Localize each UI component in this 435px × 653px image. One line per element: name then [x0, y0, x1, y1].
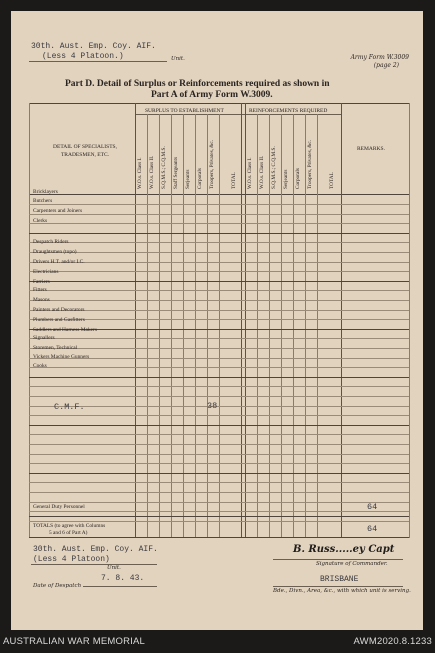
row-rule: [29, 386, 409, 387]
row-rule: [29, 252, 409, 253]
row-rule: [29, 444, 409, 445]
row-masons: Masons: [33, 297, 50, 303]
row-rule: [29, 204, 409, 205]
row-rule: [29, 396, 409, 397]
column-rule: [171, 114, 172, 538]
form-title-line-1: Part D. Detail of Surplus or Reinforcements required as shown in: [65, 79, 330, 89]
footer-unit-line-2: (Less 4 Platoon): [33, 555, 110, 564]
reinforcements-header: REINFORCEMENTS REQUIRED: [249, 108, 328, 114]
unit-underline: [29, 61, 167, 62]
column-rule: [257, 114, 258, 538]
row-signallers: Signallers: [33, 335, 55, 341]
unit-label: Unit.: [171, 56, 185, 62]
gdp-remarks-total: 64: [367, 502, 378, 512]
row-rule: [29, 454, 409, 455]
row-rule: [29, 310, 409, 311]
row-rule: [29, 262, 409, 263]
row-rule: [29, 502, 409, 503]
reinf-col-5: Corporals: [295, 168, 301, 189]
gdp-label: General Duty Personnel: [33, 504, 85, 510]
unit-line-2: (Less 4 Platoon.): [42, 52, 124, 61]
row-bricklayers: Bricklayers: [33, 189, 58, 195]
surplus-col-6: Corporals: [197, 168, 203, 189]
row-rule: [29, 415, 409, 416]
column-rule: [195, 114, 196, 538]
reinf-col-7: TOTAL: [329, 172, 335, 189]
totals-label: TOTALS (to agree with Columns: [33, 523, 106, 529]
row-butchers: Butchers: [33, 198, 53, 204]
row-cooks: Cooks: [33, 363, 47, 369]
row-storemen: Storemen, Technical: [33, 345, 78, 351]
place-underline: [273, 586, 403, 587]
footer-unit-label: Unit.: [107, 565, 121, 571]
row-rule: [29, 406, 409, 407]
credit-right: AWM2020.8.1233: [353, 636, 432, 647]
cmf-label: C.M.F.: [54, 402, 85, 412]
section-rule: [29, 377, 409, 378]
date-value: 7. 8. 43.: [101, 574, 145, 583]
form-page: [11, 11, 423, 630]
surplus-col-8: TOTAL: [231, 172, 237, 189]
reinf-col-3: S.Q.M.S.; C.Q.M.S.: [271, 146, 277, 189]
row-rule: [29, 367, 409, 368]
date-underline: [83, 586, 157, 587]
row-rule: [29, 492, 409, 493]
column-rule: [269, 114, 270, 538]
row-rule: [29, 271, 409, 272]
date-label: Date of Despatch: [33, 583, 82, 589]
footer-unit-underline: [31, 564, 157, 565]
row-rule: [29, 214, 409, 215]
credit-left: AUSTRALIAN WAR MEMORIAL: [3, 636, 146, 647]
signature-label: Signature of Commander.: [316, 561, 388, 567]
unit-line-1: 30th. Aust. Emp. Coy. AIF.: [31, 42, 156, 51]
remarks-header: REMARKS.: [357, 146, 385, 152]
form-page: (page 2): [373, 62, 399, 69]
row-rule: [29, 348, 409, 349]
column-rule: [281, 114, 282, 538]
row-rule: [29, 338, 409, 339]
section-rule: [29, 537, 409, 538]
reinf-col-2: W.O.s. Class II.: [259, 155, 265, 189]
reinf-col-1: W.O.s. Class I.: [247, 157, 253, 189]
row-rule: [29, 482, 409, 483]
signature-underline: [273, 559, 403, 560]
row-despatch-riders: Despatch Riders: [33, 239, 69, 245]
footer-unit-line-1: 30th. Aust. Emp. Coy. AIF.: [33, 545, 158, 554]
section-rule: [29, 516, 409, 517]
column-rule: [159, 114, 160, 538]
form-title-line-2: Part A of Army Form W.3009.: [151, 90, 273, 100]
column-rule: [219, 114, 220, 538]
row-rule: [29, 511, 409, 512]
group-header-rule: [135, 114, 341, 115]
table-top-border: [29, 103, 409, 104]
totals-label-2: 5 and 6 of Part A): [49, 530, 88, 536]
section-rule: [29, 425, 409, 426]
section-rule: [29, 233, 409, 234]
detail-header: DETAIL OF SPECIALISTS, TRADESMEN, ETC.: [53, 144, 117, 158]
row-rule: [29, 290, 409, 291]
column-rule: [183, 114, 184, 538]
row-rule: [29, 300, 409, 301]
section-rule: [29, 281, 409, 282]
row-rule: [29, 521, 409, 522]
row-fitters: Fitters: [33, 287, 47, 293]
row-clerks: Clerks: [33, 218, 48, 224]
column-rule: [293, 114, 294, 538]
column-rule: [305, 114, 306, 538]
row-farriers: Farriers: [33, 279, 50, 285]
surplus-col-3: S.Q.M.S.; C.Q.M.S.: [161, 146, 167, 189]
surplus-header: SURPLUS TO ESTABLISHMENT: [145, 108, 224, 114]
row-carpenters: Carpenters and Joiners: [33, 208, 83, 214]
row-rule: [29, 319, 409, 320]
section-rule: [29, 473, 409, 474]
row-rule: [29, 242, 409, 243]
row-rule: [29, 223, 409, 224]
column-rule: [317, 114, 318, 538]
row-plumbers: Plumbers and Gasfitters: [33, 317, 85, 323]
surplus-col-2: W.O.s. Class II.: [149, 155, 155, 189]
column-rule: [207, 114, 208, 538]
surplus-col-1: W.O.s. Class I.: [137, 157, 143, 189]
place-label: Bde., Divn., Area, &c., with which unit is serving.: [273, 588, 411, 594]
row-saddlers: Saddlers and Harness Makers: [33, 327, 97, 333]
row-drivers: Drivers H.T. and/or I.C.: [33, 259, 85, 265]
totals-value: 64: [367, 524, 378, 534]
row-rule: [29, 463, 409, 464]
place-value: BRISBANE: [320, 575, 359, 584]
surplus-col-4: Staff Sergeants: [173, 156, 179, 189]
form-name: Army Form W.3009: [350, 54, 409, 61]
column-rule: [409, 103, 410, 538]
cmf-total: 38: [207, 401, 218, 411]
row-rule: [29, 434, 409, 435]
surplus-col-5: Serjeants: [185, 169, 191, 189]
row-draughtsmen: Draughtsmen (topo): [33, 249, 77, 255]
commander-signature: B. Russ.....ey Capt: [293, 544, 395, 555]
reinf-col-6: Troopers, Privates, &c.: [307, 139, 313, 189]
row-painters: Painters and Decorators: [33, 307, 85, 313]
reinf-col-4: Serjeants: [283, 169, 289, 189]
column-rule: [147, 114, 148, 538]
row-vickers: Vickers Machine Gunners: [33, 354, 90, 360]
surplus-col-7: Troopers, Privates, &c.: [209, 139, 215, 189]
row-electricians: Electricians: [33, 269, 59, 275]
